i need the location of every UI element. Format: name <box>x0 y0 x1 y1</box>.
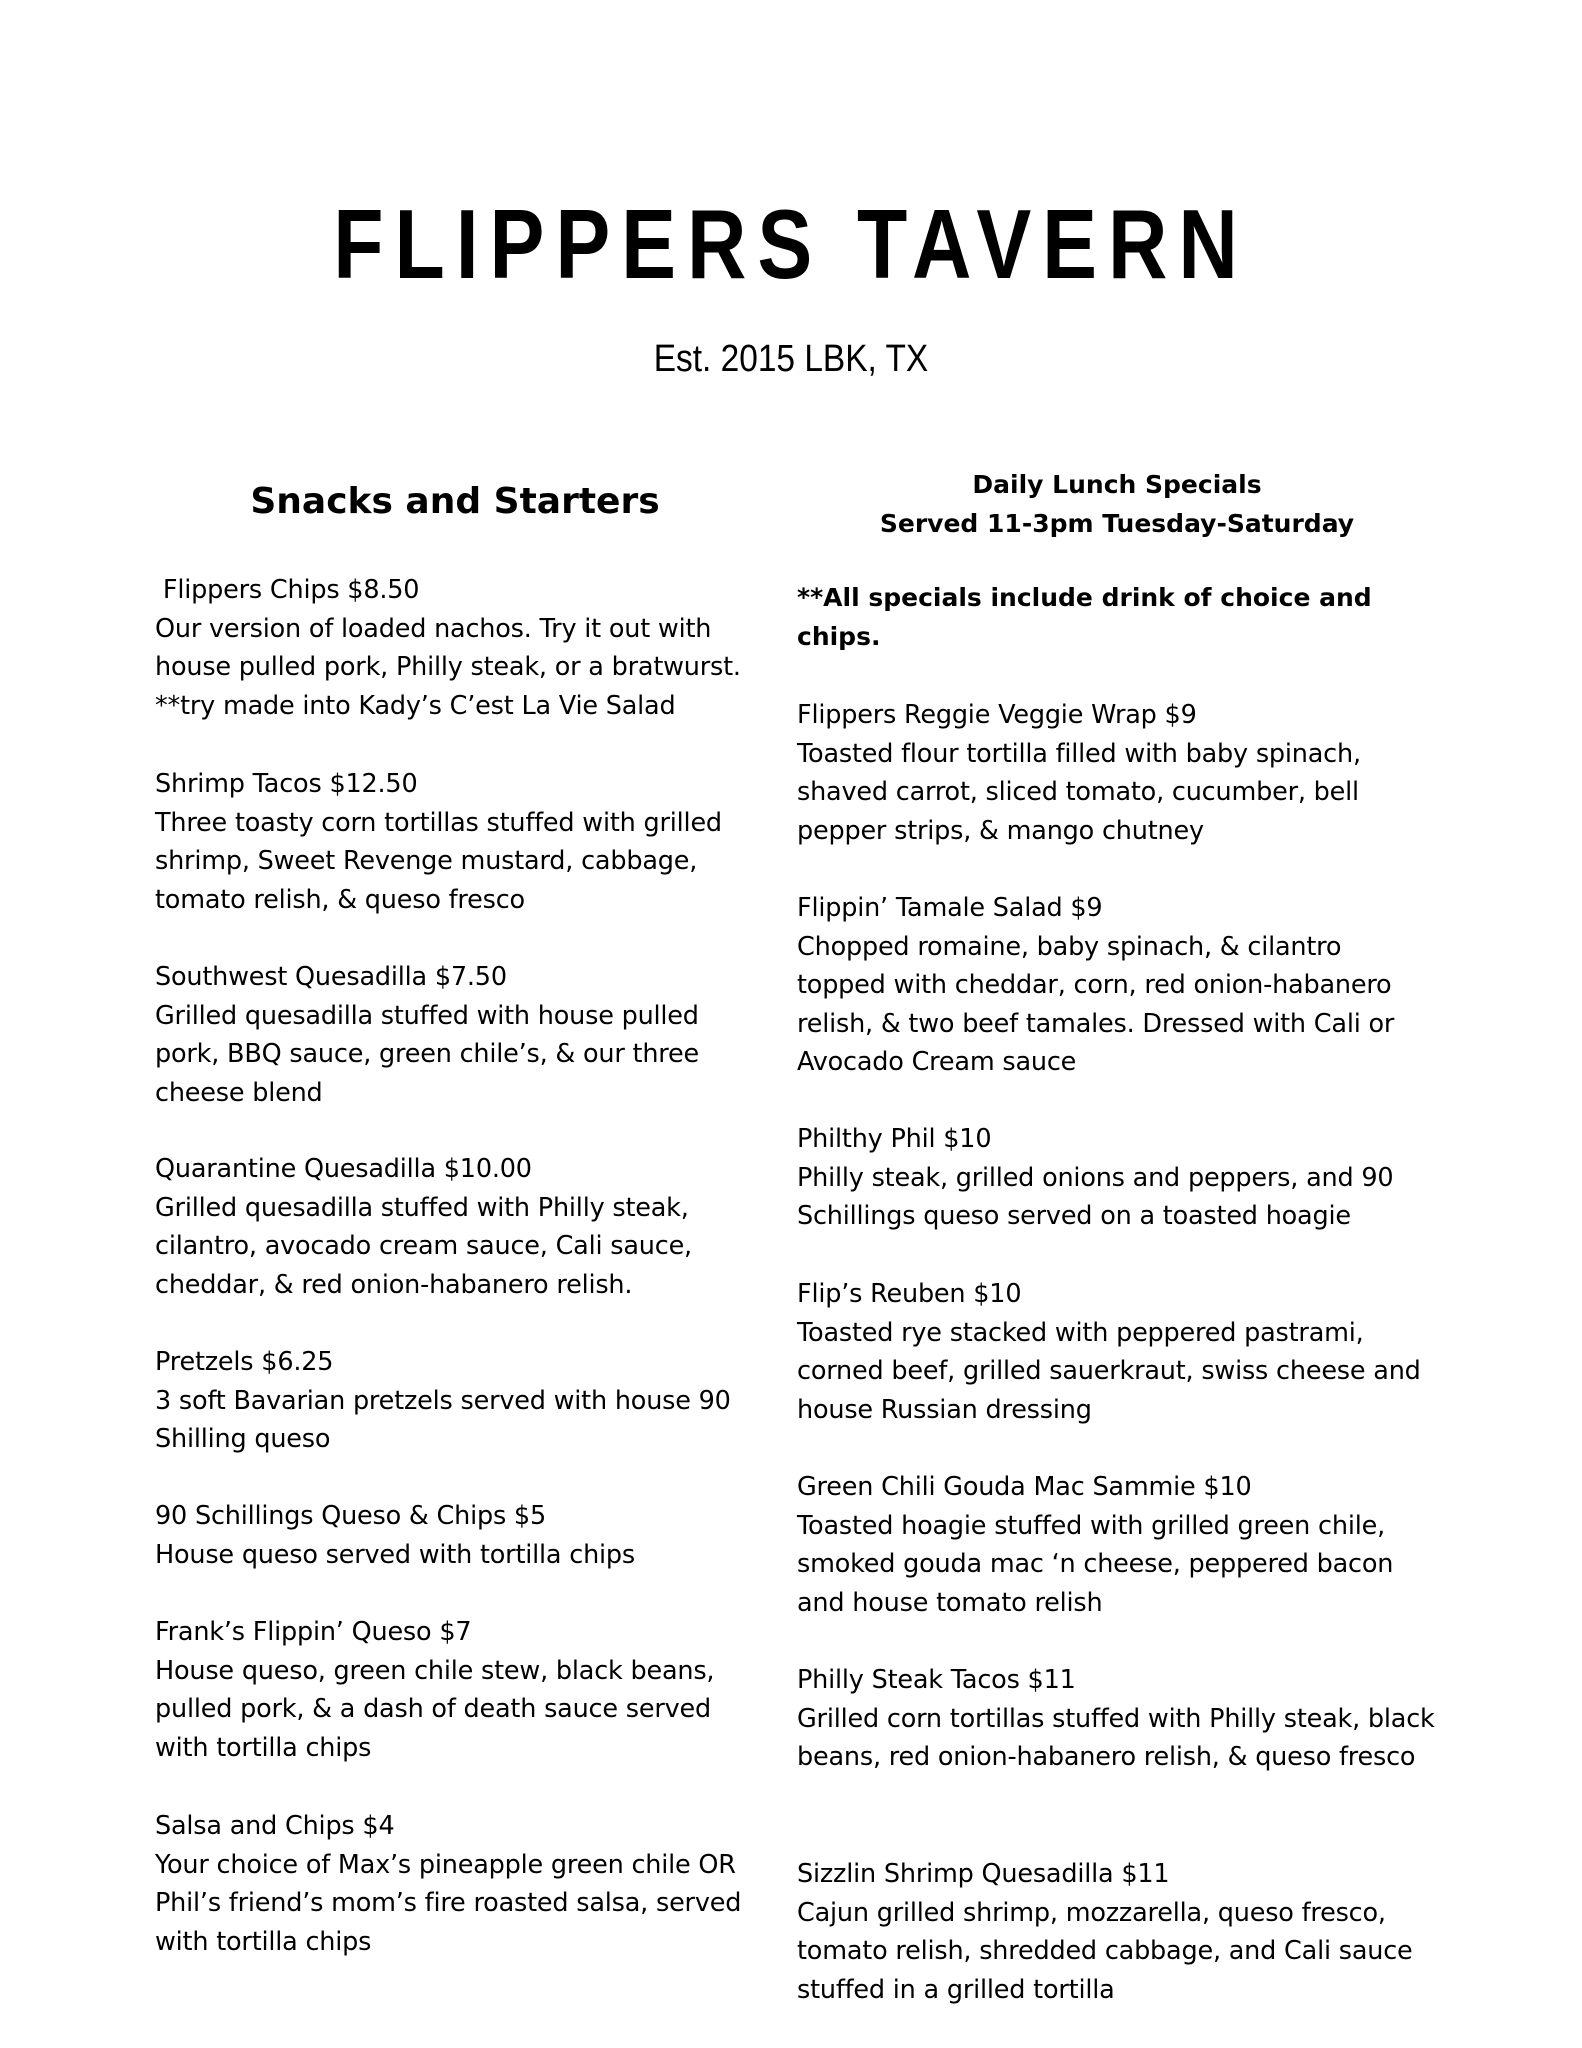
menu-item-name: Sizzlin Shrimp Quesadilla $11 <box>797 1859 1170 1889</box>
menu-item-name: Philthy Phil $10 <box>797 1124 992 1154</box>
menu-item-name: Salsa and Chips $4 <box>155 1811 395 1841</box>
menu-item-description: Grilled quesadilla stuffed with house pulled pork, BBQ sauce, green chile’s, & our three cheese blend <box>155 1000 700 1108</box>
menu-item-description: Toasted hoagie stuffed with grilled green chile, smoked gouda mac ‘n cheese, peppered bacon and house tomato relish <box>797 1510 1394 1618</box>
menu-item-description: Grilled corn tortillas stuffed with Philly steak, black beans, red onion-habanero relish, & queso fresco <box>797 1703 1435 1773</box>
menu-item <box>155 765 795 919</box>
menu-item <box>155 1150 795 1304</box>
menu-item <box>155 958 795 1112</box>
lunch-specials-heading <box>797 465 1437 543</box>
menu-item <box>155 1497 795 1574</box>
menu-item-description: Chopped romaine, baby spinach, & cilantro topped with cheddar, corn, red onion-habanero relish, & two beef tamales. Dressed with Cali or Avocado Cream sauce <box>797 931 1395 1078</box>
menu-item-name: Flippers Chips $8.50 <box>155 575 420 605</box>
lunch-specials-hours: Served 11-3pm Tuesday-Saturday <box>879 509 1355 538</box>
snacks-heading: Snacks and Starters <box>250 481 660 522</box>
menu-item-description: Your choice of Max’s pineapple green chile OR Phil’s friend’s mom’s fire roasted salsa, served with tortilla chips <box>155 1849 742 1957</box>
restaurant-name: FLIPPERS TAVERN <box>333 189 1249 299</box>
menu-item <box>155 1343 795 1459</box>
menu-item-description: Toasted rye stacked with peppered pastrami, corned beef, grilled sauerkraut, swiss cheese and house Russian dressing <box>797 1317 1421 1425</box>
menu-item-description: Toasted flour tortilla filled with baby spinach, shaved carrot, sliced tomato, cucumber, bell pepper strips, & mango chutney <box>797 738 1361 846</box>
menu-item <box>797 1468 1457 1622</box>
menu-item <box>797 1120 1457 1236</box>
menu-item-name: Flip’s Reuben $10 <box>797 1279 1022 1309</box>
lunch-specials-title: Daily Lunch Specials <box>972 470 1262 499</box>
menu-item-name: Pretzels $6.25 <box>155 1347 334 1377</box>
menu-item <box>797 1661 1457 1777</box>
menu-item <box>797 696 1457 850</box>
menu-item <box>797 889 1457 1082</box>
menu-item-description: Philly steak, grilled onions and peppers, and 90 Schillings queso served on a toasted hoagie <box>797 1162 1394 1232</box>
menu-item-name: Philly Steak Tacos $11 <box>797 1665 1076 1695</box>
menu-item-description: Cajun grilled shrimp, mozzarella, queso fresco, tomato relish, shredded cabbage, and Cali sauce stuffed in a grilled tortilla <box>797 1897 1413 2005</box>
menu-item-name: Southwest Quesadilla $7.50 <box>155 962 507 992</box>
menu-item-description: House queso, green chile stew, black beans, pulled pork, & a dash of death sauce served with tortilla chips <box>155 1655 715 1763</box>
menu-item <box>155 1807 795 1961</box>
menu-item-description: Grilled quesadilla stuffed with Philly steak, cilantro, avocado cream sauce, Cali sauce, cheddar, & red onion-habanero relish. <box>155 1192 692 1300</box>
restaurant-tagline: Est. 2015 LBK, TX <box>653 338 929 380</box>
menu-item-name: 90 Schillings Queso & Chips $5 <box>155 1501 546 1531</box>
menu-item-description: Three toasty corn tortillas stuffed with grilled shrimp, Sweet Revenge mustard, cabbage, tomato relish, & queso fresco <box>155 807 722 915</box>
menu-item <box>797 1855 1457 2009</box>
menu-item-name: Flippin’ Tamale Salad $9 <box>797 893 1103 923</box>
menu-item-name: Frank’s Flippin’ Queso $7 <box>155 1617 472 1647</box>
menu-item-description: House queso served with tortilla chips <box>155 1539 635 1570</box>
menu-item <box>797 1275 1457 1429</box>
menu-item-name: Quarantine Quesadilla $10.00 <box>155 1154 532 1184</box>
menu-item-name: Flippers Reggie Veggie Wrap $9 <box>797 700 1197 730</box>
menu-item-description: Our version of loaded nachos. Try it out with house pulled pork, Philly steak, or a bratwurst. **try made into Kady’s C’est La Vie Salad <box>155 613 741 721</box>
menu-item-name: Green Chili Gouda Mac Sammie $10 <box>797 1472 1252 1502</box>
menu-item-name: Shrimp Tacos $12.50 <box>155 769 418 799</box>
menu-item-description: 3 soft Bavarian pretzels served with house 90 Shilling queso <box>155 1385 731 1455</box>
menu-item <box>155 1613 795 1767</box>
menu-item <box>155 571 795 725</box>
lunch-specials-note: **All specials include drink of choice and chips. <box>797 583 1372 651</box>
